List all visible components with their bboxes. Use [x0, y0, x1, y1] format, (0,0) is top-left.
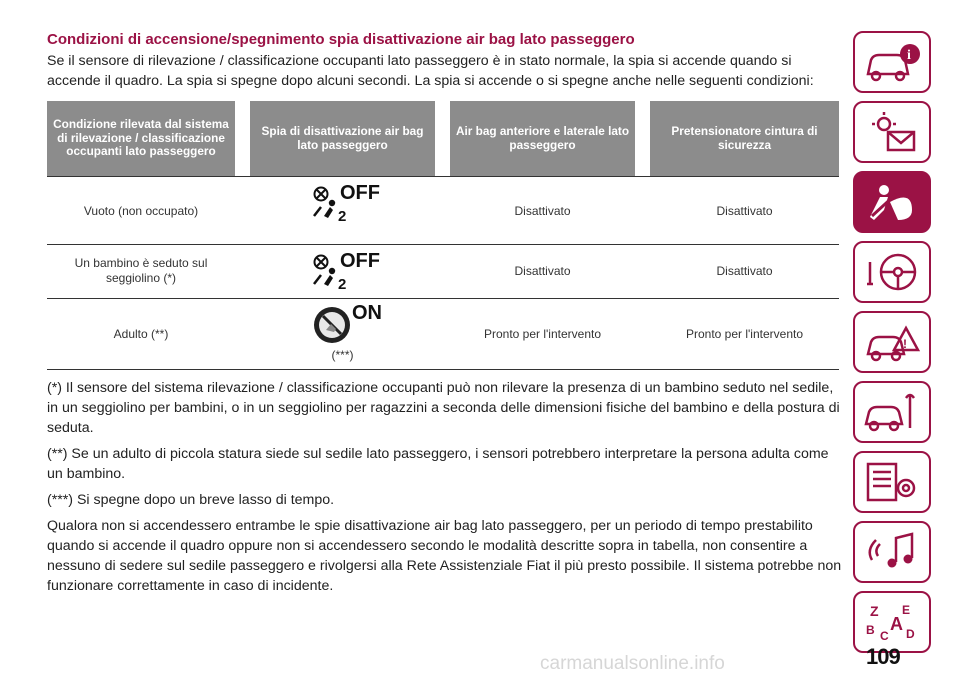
header-pretensioner: Pretensionatore cintura di sicurezza: [650, 101, 839, 176]
maintenance-icon[interactable]: [853, 381, 931, 443]
page-number: 109: [866, 644, 900, 669]
breakdown-icon[interactable]: [853, 311, 931, 373]
svg-text:!: !: [903, 337, 907, 351]
safety-airbag-icon[interactable]: [853, 171, 931, 233]
svg-text:C: C: [880, 629, 889, 643]
table-header: [47, 101, 839, 177]
table-row: [47, 245, 839, 299]
svg-text:D: D: [906, 627, 915, 641]
condition-cell: Adulto (**): [113, 327, 169, 341]
footnotes: [47, 378, 842, 602]
airbag-off-lamp: [310, 251, 390, 291]
header-lamp: Spia di disattivazione air bag lato passeggero: [250, 101, 435, 176]
warning-paragraph: Qualora non si accendessero entrambe le spie disattivazione air bag lato passeggero, per un periodo di tempo prestabilito quando si accende il quadro oppure non si accendessero secondo le modalità descritte sopra in tabella, non consentire a nessuno di sedere sul sedile passeggero e rivolgersi alla Rete Assistenziale Fiat il più presto possibile. Il sistema potrebbe non funzionare correttamente in caso di incidente.: [47, 518, 842, 594]
footnote-lamp: (***) Si spegne dopo un breve lasso di tempo.: [47, 492, 335, 508]
svg-text:i: i: [907, 48, 911, 63]
svg-text:B: B: [866, 623, 875, 637]
airbag-cell: Disattivato: [514, 264, 571, 278]
header-airbag: Air bag anteriore e laterale lato passeggero: [450, 101, 635, 176]
table-row: [47, 299, 839, 370]
airbag-off-lamp: [310, 183, 390, 223]
conditions-table: [47, 101, 839, 370]
pretensioner-cell: Disattivato: [716, 204, 773, 218]
svg-text:E: E: [902, 603, 911, 617]
footnote-adult: (**) Se un adulto di piccola statura siede sul sedile lato passeggero, i sensori potrebbero interpretare la persona adulta come un bambino.: [47, 446, 829, 482]
steering-wheel-icon[interactable]: [853, 241, 931, 303]
intro-paragraph: Se il sensore di rilevazione / classificazione occupanti lato passeggero è in stato normale, la spia si accende quando si accende il quadro. La spia si spegne dopo alcuni secondi. La spia si accende o si spegne anche nelle seguenti condizioni:: [47, 53, 814, 89]
svg-text:2: 2: [338, 276, 347, 291]
svg-text:Z: Z: [870, 603, 879, 619]
header-condition: Condizione rilevata dal sistema di rilevazione / classificazione occupanti lato passeggero: [47, 101, 235, 176]
footnote-child: (*) Il sensore del sistema rilevazione / classificazione occupanti può non rilevare la presenza di un bambino seduto nel sedile, in un seggiolino per bambini, o in un seggiolino per ragazzini a seconda delle dimensioni fisiche del bambino e della postura di seduta.: [47, 380, 840, 436]
multimedia-icon[interactable]: [853, 521, 931, 583]
technical-data-icon[interactable]: [853, 451, 931, 513]
airbag-cell: Disattivato: [514, 204, 571, 218]
section-heading: Condizioni di accensione/spegnimento spia disattivazione air bag lato passeggero: [47, 31, 635, 48]
condition-cell: Vuoto (non occupato): [83, 204, 199, 218]
pretensioner-cell: Pronto per l'intervento: [685, 327, 804, 341]
airbag-cell: Pronto per l'intervento: [483, 327, 602, 341]
car-info-icon[interactable]: [853, 31, 931, 93]
lamp-on-label: ON: [352, 302, 382, 324]
lamp-off-label: OFF: [340, 182, 380, 204]
condition-cell: Un bambino è seduto sul seggiolino (*): [74, 256, 208, 285]
watermark: carmanualsonline.info: [540, 653, 725, 674]
table-row: [47, 177, 839, 245]
warning-lights-icon[interactable]: [853, 101, 931, 163]
lamp-note: (***): [331, 348, 354, 362]
svg-text:A: A: [890, 614, 903, 634]
lamp-off-label: OFF: [340, 250, 380, 272]
pretensioner-cell: Disattivato: [716, 264, 773, 278]
svg-text:2: 2: [338, 208, 347, 223]
airbag-on-lamp: [312, 302, 392, 345]
